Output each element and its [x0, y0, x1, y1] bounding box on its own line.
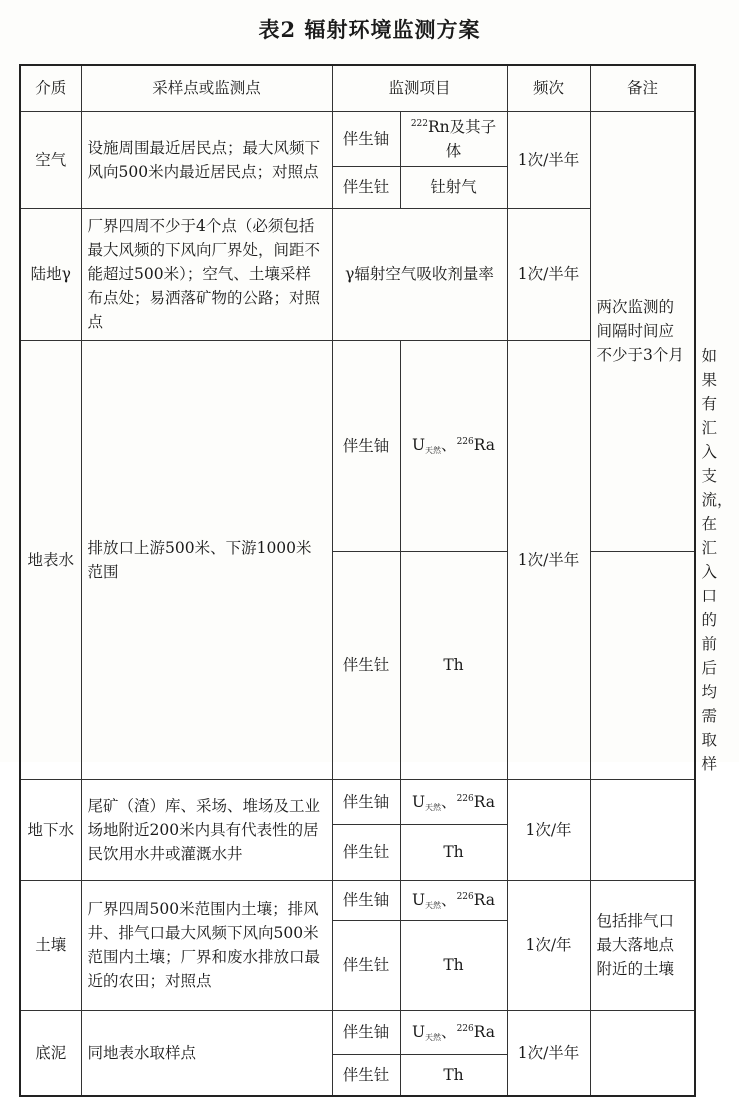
points-cell: 厂界四周不少于4个点（必须包括最大风频的下风向厂界处，间距不能超过500米）；空气、土壤采样布点处；易洒落矿物的公路；对照点 [81, 208, 332, 340]
points-cell: 设施周围最近居民点；最大风频下风向500米内最近居民点；对照点 [81, 111, 332, 208]
medium-cell: 底泥 [20, 1010, 81, 1096]
frequency-cell: 1次/年 [507, 779, 590, 880]
item-value-cell: $U_{天然}$、$^{226}$Ra [400, 880, 507, 920]
remark-cell [590, 779, 695, 880]
frequency-cell: 1次/年 [507, 880, 590, 1010]
item-label-cell: 伴生铀 [332, 1010, 400, 1054]
table-row [20, 1010, 695, 1054]
header-items: 监测项目 [332, 65, 507, 111]
medium-cell: 土壤 [20, 880, 81, 1010]
isotope-mass: 222 [410, 118, 429, 129]
item-value-cell [400, 111, 507, 166]
item-value-cell: Th [400, 1054, 507, 1096]
item-value-cell: $U_{天然}$、$^{226}$Ra [400, 340, 507, 551]
item-label-cell: 伴生钍 [332, 551, 400, 779]
item-value-cell: Th [400, 551, 507, 779]
item-label-cell: 伴生铀 [332, 340, 400, 551]
frequency-cell: 1次/半年 [507, 208, 590, 340]
item-value-cell: $U_{天然}$、$^{226}$Ra [400, 779, 507, 824]
table-row [20, 779, 695, 824]
medium-cell: 地表水 [20, 340, 81, 779]
header-points: 采样点或监测点 [81, 65, 332, 111]
medium-cell: 陆地γ [20, 208, 81, 340]
header-frequency: 频次 [507, 65, 590, 111]
points-cell: 厂界四周500米范围内土壤；排风井、排气口最大风频下风向500米范围内土壤；厂界和废水排放口最近的农田；对照点 [81, 880, 332, 1010]
frequency-cell: 1次/半年 [507, 1010, 590, 1096]
medium-cell: 地下水 [20, 779, 81, 880]
item-label-cell: 伴生钍 [332, 824, 400, 880]
item-label-cell: 伴生铀 [332, 111, 400, 166]
item-label-cell: 伴生钍 [332, 1054, 400, 1096]
item-label-cell: 伴生铀 [332, 779, 400, 824]
item-label-cell: 伴生钍 [332, 920, 400, 1010]
table-row [20, 111, 695, 166]
monitoring-plan-table [19, 64, 733, 1097]
remark-cell: 两次监测的间隔时间应不少于3个月 [590, 111, 695, 551]
remark-cell [590, 1010, 695, 1096]
item-value-cell: $U_{天然}$、$^{226}$Ra [400, 1010, 507, 1054]
table-title: 表2 辐射环境监测方案 [258, 17, 481, 42]
points-cell: 尾矿（渣）库、采场、堆场及工业场地附近200米内具有代表性的居民饮用水井或灌溉水井 [81, 779, 332, 880]
header-row [20, 65, 695, 111]
item-value-cell: 钍射气 [400, 166, 507, 208]
item-value-cell: Th [400, 920, 507, 1010]
item-value-cell: Th [400, 824, 507, 880]
item-cell: γ辐射空气吸收剂量率 [332, 208, 507, 340]
header-medium: 介质 [20, 65, 81, 111]
points-cell: 同地表水取样点 [81, 1010, 332, 1096]
item-value: Rn及其子体 [428, 117, 497, 160]
item-label-cell: 伴生铀 [332, 880, 400, 920]
table-row [20, 880, 695, 920]
points-cell: 排放口上游500米、下游1000米范围 [81, 340, 332, 779]
frequency-cell: 1次/半年 [507, 111, 590, 208]
header-remarks: 备注 [590, 65, 695, 111]
item-label-cell: 伴生钍 [332, 166, 400, 208]
frequency-cell: 1次/半年 [507, 340, 590, 779]
table-row: 地表水 排放口上游500米、下游1000米范围 伴生铀 $U_{天然}$、$^{226}$Ra 1次/半年 如果有汇入支流，在汇入口的前后均需取样 [20, 340, 695, 551]
medium-cell: 空气 [20, 111, 81, 208]
remark-cell: 包括排气口最大落地点附近的土壤 [590, 880, 695, 1010]
